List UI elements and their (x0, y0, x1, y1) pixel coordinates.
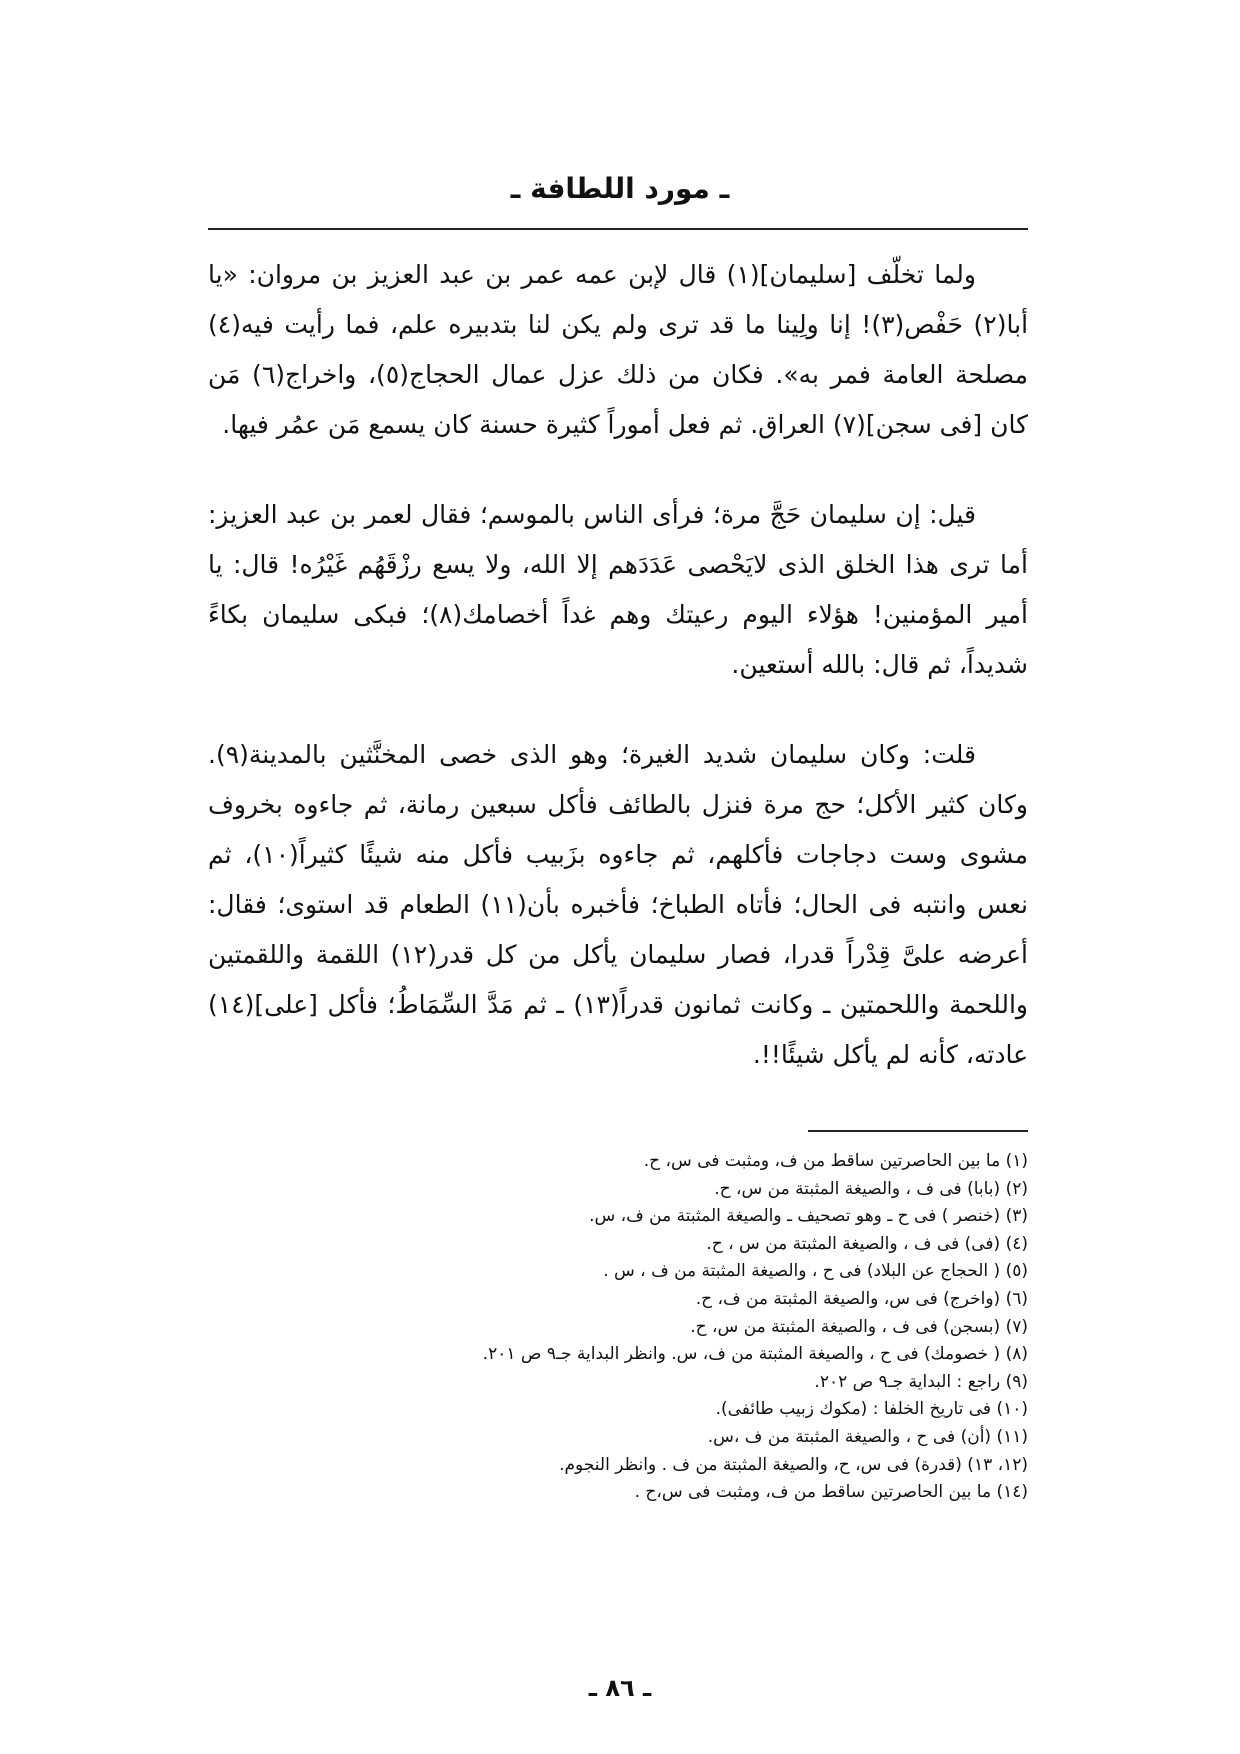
footnote: (٤) (فى) فى ف ، والصيغة المثبتة من س ، ح. (706, 1233, 1028, 1254)
footnote: (١٠) فى تاريخ الخلفا : (مكوك زبيب طائفى). (715, 1399, 1028, 1420)
footnotes-list (208, 1148, 1028, 1507)
footnote: (١) ما بين الحاصرتين ساقط من ف، ومثبت فى س، ح. (643, 1151, 1028, 1171)
running-title: ـ مورد اللطافة ـ (510, 172, 730, 205)
footnote: (١٤) ما بين الحاصرتين ساقط من ف، ومثبت فى س،ح . (634, 1482, 1028, 1503)
paragraph: قلت: وكان سليمان شديد الغيرة؛ وهو الذى خصى المخنَّثين بالمدينة(٩). وكان كثير الأكل؛ حج مرة فنزل بالطائف فأكل سبعين رمانة، ثم جاءوه بخروف مشوى وست دجاجات فأكلهم، ثم جاءوه بزَبيب فأكل منه شيئًا كثيراً(١٠)، ثم نعس وانتبه فى الحال؛ فأتاه الطباخ؛ فأخبره بأن(١١) الطعام قد استوى؛ فقال: أعرضه علىَّ قِدْراً قدرا، فصار سليمان يأكل من كل قدر(١٢) اللقمة واللقمتين واللحمة واللحمتين ـ وكانت ثمانون قدراً(١٣) ـ ثم مَدَّ السِّمَاطُ؛ فأكل [على](١٤) عادته، كأنه لم يأكل شيئًا!!. (208, 740, 1028, 1069)
paragraph: قيل: إن سليمان حَجَّ مرة؛ فرأى الناس بالموسم؛ فقال لعمر بن عبد العزيز: أما ترى هذا الخلق الذى لايَحْصى عَدَدَهم إلا الله، ولا يسع رزْقَهُم غَيْرُه! قال: يا أمير المؤمنين! هؤلاء اليوم رعيتك وهم غداً أخصامك(٨)؛ فبكى سليمان بكاءً شديداً، ثم قال: بالله أستعين. (208, 500, 1028, 679)
page-number: ـ ٨٦ ـ (588, 1674, 652, 1702)
footnote: (٥) ( الحجاج عن البلاد) فى ح ، والصيغة المثبتة من ف ، س . (603, 1261, 1028, 1282)
header-rule (208, 228, 1028, 230)
footnote: (٣) (خنصر ) فى ح ـ وهو تصحيف ـ والصيغة المثبتة من ف، س. (589, 1206, 1028, 1227)
footnote-rule (808, 1130, 1028, 1132)
footnote: (٢) (بابا) فى ف ، والصيغة المثبتة من س، ح. (714, 1178, 1028, 1199)
footnote: (٩) راجع : البداية جـ٩ ص ٢٠٢. (814, 1371, 1028, 1392)
main-text (208, 250, 1028, 1080)
footnote: (٨) ( خصومك) فى ح ، والصيغة المثبتة من ف، س. وانظر البداية جـ٩ ص ٢٠١. (482, 1344, 1028, 1365)
paragraph: ولما تخلّف [سليمان](١) قال لإبن عمه عمر بن عبد العزيز بن مروان: «يا أبا(٢) حَفْص(٣)! إنا ولِينا ما قد ترى ولم يكن لنا بتدبيره علم، فما رأيت فيه(٤) مصلحة العامة فمر به». فكان من ذلك عزل عمال الحجاج(٥)، واخراج(٦) مَن كان [فى سجن](٧) العراق. ثم فعل أموراً كثيرة حسنة كان يسمع مَن عمُر فيها. (208, 260, 1029, 439)
footnote: (١١) (أن) فى ح ، والصيغة المثبتة من ف ،س. (707, 1426, 1028, 1447)
footnote: (١٢، ١٣) (قدرة) فى س، ح، والصيغة المثبتة من ف . وانظر النجوم. (559, 1454, 1028, 1475)
footnote: (٧) (بسجن) فى ف ، والصيغة المثبتة من س، ح. (690, 1316, 1028, 1337)
footnote: (٦) (واخرج) فى س، والصيغة المثبتة من ف، ح. (695, 1288, 1028, 1309)
